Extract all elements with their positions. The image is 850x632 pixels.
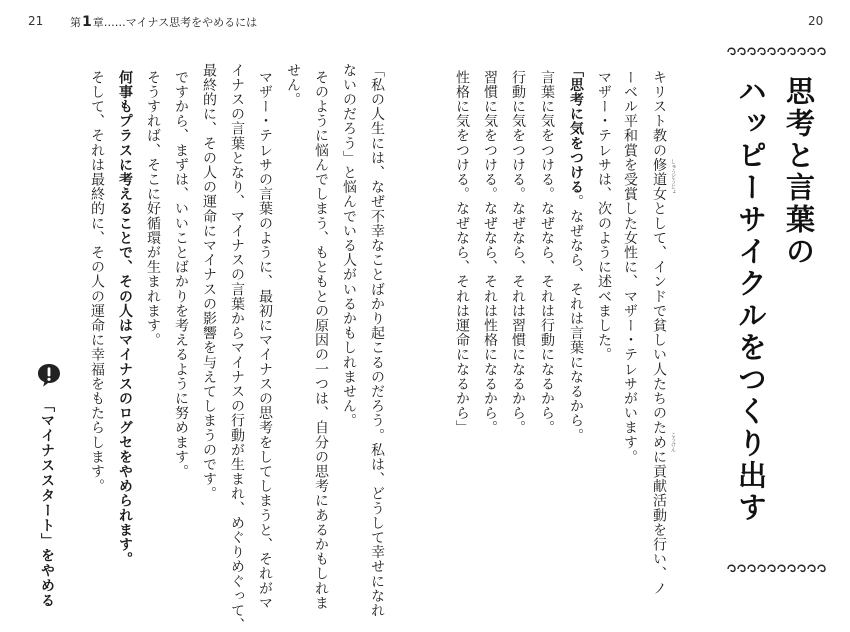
top-ornament-icon bbox=[724, 43, 828, 57]
chapter-title: 章……マイナス思考をやめるには bbox=[92, 16, 258, 29]
body-line-3: そのように悩んでしまう、もともとの原因の一つは、自分の思考にあるかもしれま bbox=[313, 70, 329, 611]
ruby-kouken: こうけん bbox=[670, 432, 676, 452]
body-line-8: ですから、まずは、いいことばかりを考えるように努めます。 bbox=[173, 70, 189, 479]
chapter-number: 1 bbox=[82, 14, 92, 30]
exclamation-balloon-icon bbox=[36, 362, 62, 388]
quote-line-1 bbox=[569, 63, 583, 443]
intro-line-2: ーベル平和賞を受賞した女性に、マザー・テレサがいます。 bbox=[622, 70, 638, 465]
ruby-shudoujo: しゅうどうじょ bbox=[670, 159, 676, 194]
body-line-2: ないのだろう」と悩んでいる人がいるかもしれません。 bbox=[341, 63, 357, 428]
body-line-4: せん。 bbox=[285, 63, 301, 107]
right-page-number: 20 bbox=[808, 14, 824, 28]
title-line-1: 思考と言葉の bbox=[782, 76, 816, 268]
quote-line-4: 習慣に気をつける。なぜなら、それは性格になるから。 bbox=[482, 70, 498, 435]
running-head bbox=[70, 14, 257, 30]
body-line-7: 最終的に、その人の運命にマイナスの影響を与えてしまうのです。 bbox=[201, 63, 217, 501]
quote-line-3: 行動に気をつける。なぜなら、それは習慣になるから。 bbox=[510, 70, 526, 435]
body-line-1: 「私の人生には、なぜ不幸なことばかり起こるのだろう。私は、どうして幸せになれ bbox=[369, 63, 385, 618]
intro-line-3: マザー・テレサは、次のように述べました。 bbox=[596, 70, 612, 362]
quote-line-5: 性格に気をつける。なぜなら、それは運命になるから」 bbox=[454, 70, 470, 435]
body-bold-sentence: 何事もプラスに考えることで、その人はマイナスのログセをやめられます。 bbox=[117, 70, 133, 567]
intro-line-1: キリスト教の修道女として、インドで貧しい人たちのために貢献活動を行い、ノ bbox=[651, 70, 667, 596]
left-page-number: 21 bbox=[28, 14, 44, 28]
body-line-9: そうすれば、そこに好循環が生まれます。 bbox=[145, 70, 161, 348]
quote-bold-phrase: 「思考に気をつける bbox=[568, 63, 584, 195]
bottom-ornament-icon bbox=[724, 560, 828, 574]
quote-line-2: 言葉に気をつける。なぜなら、それは行動になるから。 bbox=[539, 70, 555, 435]
side-note-text: 「マイナススタート」をやめる bbox=[39, 398, 55, 608]
chapter-prefix: 第 bbox=[70, 16, 81, 29]
body-line-6: イナスの言葉となり、マイナスの言葉からマイナスの行動が生まれ、めぐりめぐって、 bbox=[229, 63, 245, 632]
body-final-line: そして、それは最終的に、その人の運命に幸福をもたらします。 bbox=[89, 70, 105, 494]
body-line-5: マザー・テレサの言葉のように、最初にマイナスの思考をしてしまうと、それがマ bbox=[257, 70, 273, 611]
title-line-2: ハッピーサイクルをつくり出す bbox=[734, 76, 768, 524]
quote-line-1-rest: 。なぜなら、それは言葉になるから。 bbox=[568, 194, 584, 443]
